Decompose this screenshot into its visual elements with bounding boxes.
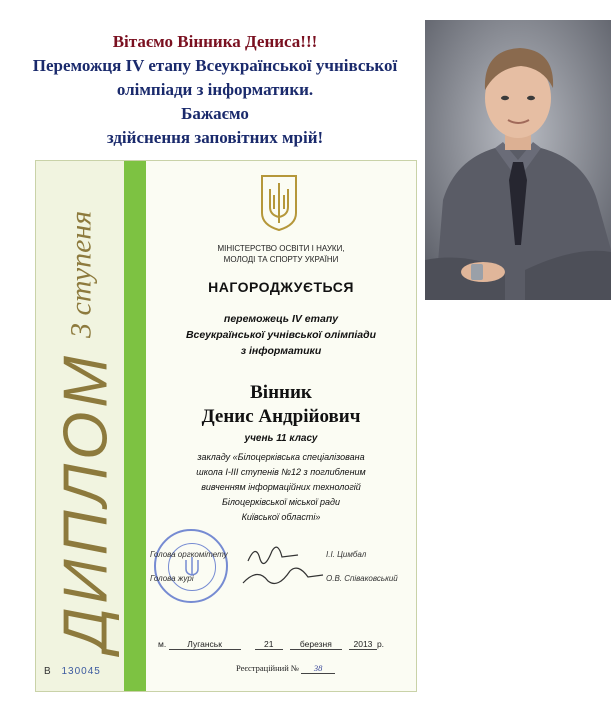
school-line-5: Київської області» <box>241 512 321 522</box>
school-line-4: Білоцерківської міської ради <box>222 497 340 507</box>
diploma-degree: 3 ступеня <box>64 210 98 338</box>
issue-city: Луганськ <box>169 639 241 650</box>
diploma-title: ДИПЛОМ <box>51 351 121 652</box>
registration-number: 38 <box>301 663 335 674</box>
ministry-name <box>146 243 416 265</box>
trident-emblem-icon <box>259 173 299 233</box>
congrats-olympiad-line: олімпіади з інформатики. <box>116 80 314 99</box>
registration-label: Реєстраційний № <box>236 663 299 673</box>
olympiad-line-3: з інформатики <box>240 345 322 357</box>
chair-label: Голова оргкомітету <box>150 550 228 559</box>
chair-name: І.І. Цимбал <box>326 550 367 559</box>
olympiad-text <box>146 311 416 359</box>
school-line-1: закладу «Білоцерківська спеціалізована <box>197 452 365 462</box>
congrats-dreams-line: здійснення заповітних мрій! <box>106 128 324 147</box>
congratulation-text <box>0 30 430 150</box>
recipient-grade: учень 11 класу <box>244 433 318 444</box>
school-line-3: вивченням інформаційних технологій <box>201 482 361 492</box>
ministry-line-1: МІНІСТЕРСТВО ОСВІТИ І НАУКИ, <box>217 244 345 253</box>
official-stamp-icon <box>154 529 228 603</box>
city-prefix: м. <box>158 639 167 649</box>
school-line-2: школа І-ІІІ ступенів №12 з поглибленим <box>196 467 366 477</box>
ministry-line-2: МОЛОДІ ТА СПОРТУ УКРАЇНИ <box>223 255 339 264</box>
issue-date-line <box>158 639 384 650</box>
congrats-winner-line: Переможця IV етапу Всеукраїнської учнівської <box>32 56 398 75</box>
year-suffix: р. <box>376 639 385 649</box>
series-letter: В <box>44 666 51 677</box>
awarded-heading: НАГОРОДЖУЄТЬСЯ <box>208 279 354 295</box>
congrats-greeting: Вітаємо Вінника Дениса!!! <box>112 32 318 51</box>
diploma <box>35 160 417 692</box>
olympiad-line-2: Всеукраїнської учнівської олімпіади <box>185 329 377 341</box>
recipient-surname: Вінник <box>250 382 312 403</box>
series-number: 130045 <box>61 666 101 677</box>
recipient-name <box>146 381 416 429</box>
issue-day: 21 <box>255 639 283 650</box>
diploma-page <box>146 161 416 691</box>
diploma-cover-title <box>51 211 122 652</box>
diploma-series <box>44 666 101 677</box>
portrait-illustration <box>425 20 611 300</box>
registration-line <box>236 663 335 674</box>
jury-label: Голова журі <box>150 574 194 583</box>
recipient-given-names: Денис Андрійович <box>201 406 361 427</box>
portrait-photo <box>425 20 611 300</box>
olympiad-line-1: переможець IV етапу <box>223 313 339 325</box>
issue-year: 2013 <box>349 639 377 650</box>
jury-name: О.В. Співаковський <box>326 574 398 583</box>
handwritten-signatures <box>238 541 328 591</box>
congrats-wish-line: Бажаємо <box>181 104 249 123</box>
diploma-green-bar <box>124 161 146 691</box>
school-text <box>146 450 416 525</box>
issue-month: березня <box>290 639 342 650</box>
